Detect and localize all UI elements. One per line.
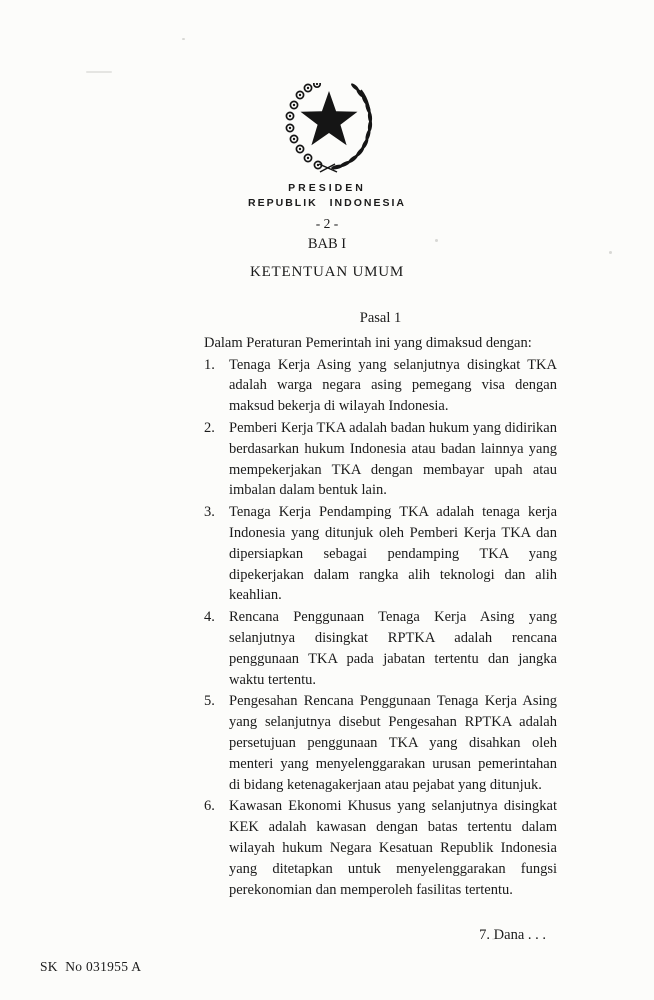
definition-text: Tenaga Kerja Asing yang selanjutnya disingkat TKA adalah warga negara asing pemegang visa dengan maksud bekerja di wilayah Indonesia.: [229, 356, 557, 415]
definition-number: 6.: [204, 798, 215, 815]
chapter-title: KETENTUAN UMUM: [249, 264, 405, 280]
definition-text: Pengesahan Rencana Penggunaan Tenaga Kerja Asing yang selanjutnya disebut Pengesahan RPTKA adalah persetujuan penggunaan TKA yang disahkan oleh menteri yang menyelenggarakan urusan pemerintahan di bidang ketenagakerjaan atau pejabat yang ditunjuk.: [229, 693, 557, 793]
scan-smudge: [86, 71, 112, 73]
star-icon: [301, 91, 358, 145]
definition-number: 3.: [204, 504, 215, 521]
letterhead: [0, 0, 654, 209]
document-body: [204, 308, 557, 900]
letterhead-republik-indonesia: REPUBLIK INDONESIA: [248, 197, 406, 209]
definition-text: Rencana Penggunaan Tenaga Kerja Asing yang selanjutnya disingkat RPTKA adalah rencana penggunaan TKA pada jabatan tertentu dan jangka waktu tertentu.: [229, 609, 557, 688]
definition-item: [204, 355, 557, 417]
scan-speck: [182, 38, 185, 40]
definition-text: Tenaga Kerja Pendamping TKA adalah tenaga kerja Indonesia yang ditunjuk oleh Pemberi Kerja TKA dan dipersiapkan sebagai pendamping TKA yang dipekerjakan dalam rangka alih teknologi dan alih keahlian.: [229, 504, 557, 604]
document-code: SK No 031955 A: [40, 959, 142, 974]
catchword: 7. Dana . . .: [479, 927, 546, 943]
article-heading: Pasal 1: [359, 310, 402, 326]
definitions-list: [204, 355, 557, 901]
definition-item: [204, 796, 557, 900]
definition-item: [204, 502, 557, 606]
definition-text: Pemberi Kerja TKA adalah badan hukum yang didirikan berdasarkan hukum Indonesia atau badan lainnya yang mempekerjakan TKA dengan membayar upah atau imbalan dalam bentuk lain.: [229, 419, 557, 499]
chapter-heading: BAB I: [307, 236, 347, 252]
definition-item: [204, 607, 557, 690]
wreath-left-branch: [286, 83, 321, 169]
definition-item: [204, 418, 557, 501]
definition-item: [204, 691, 557, 795]
scan-speck: [492, 938, 495, 940]
definition-number: 5.: [204, 693, 215, 710]
intro-paragraph: Dalam Peraturan Pemerintah ini yang dimaksud dengan:: [204, 334, 532, 351]
page-number: - 2 -: [315, 216, 339, 231]
definition-number: 2.: [204, 419, 215, 436]
scan-speck: [609, 251, 612, 254]
definition-number: 4.: [204, 609, 215, 626]
scan-speck: [435, 239, 438, 242]
definition-number: 1.: [204, 356, 215, 373]
letterhead-presiden: PRESIDEN: [288, 182, 366, 194]
presidential-seal-icon: [271, 83, 383, 173]
definition-text: Kawasan Ekonomi Khusus yang selanjutnya disingkat KEK adalah kawasan dengan batas tertentu dalam wilayah hukum Negara Kesatuan Republik Indonesia yang ditetapkan untuk menyelenggarakan fungsi perekonomian dan memperoleh fasilitas tertentu.: [229, 798, 557, 898]
